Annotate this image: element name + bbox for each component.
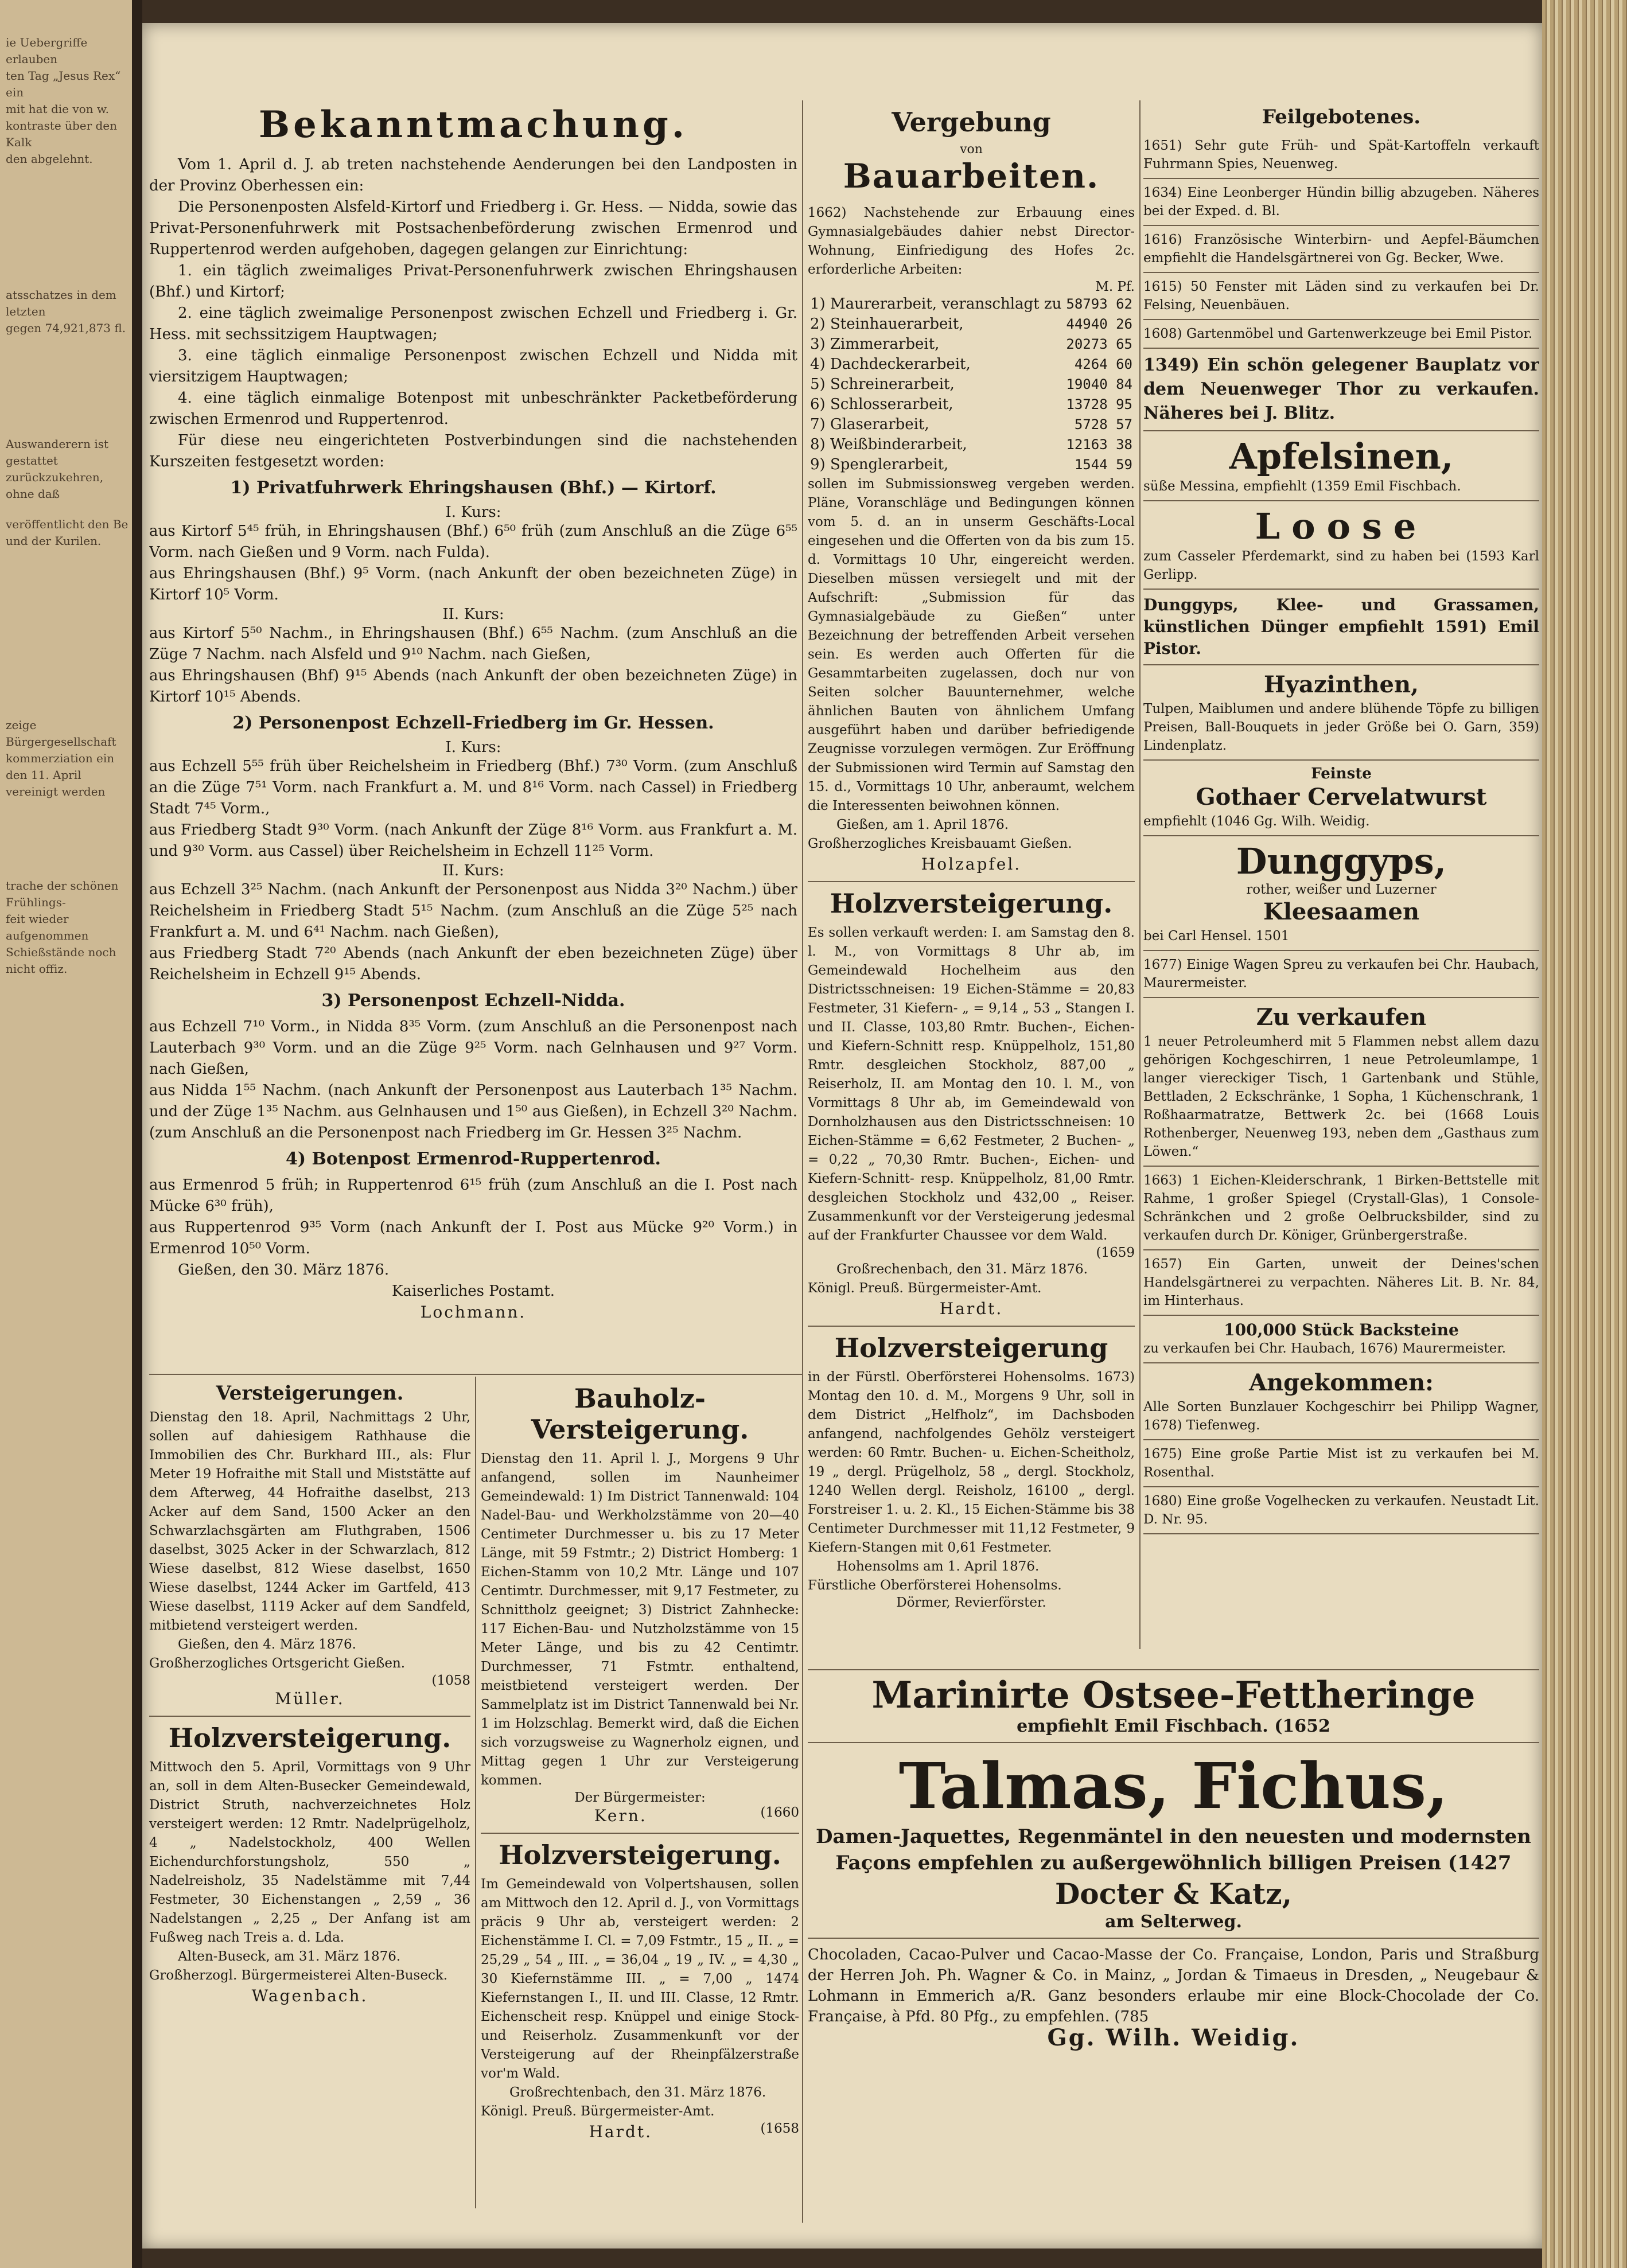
- cost-amount: 13728 95: [1066, 396, 1132, 412]
- ad-headline: Kleesaamen: [1263, 898, 1420, 925]
- classified-ad: [1143, 1250, 1539, 1316]
- ad-text: empfiehlt Emil Fischbach. (1652: [1017, 1716, 1330, 1736]
- auction-text: in der Fürstl. Oberförsterei Hohensolms. 1673) Montag den 10. d. M., Morgens 9 Uhr, soll in dem District „Helfholz“, im Dachsboden anfangend, nachfolgendes Gehölz versteigert werden: 60 Rmtr. Buchen- u. Eichen-Scheitholz, 19 „ dergl. Prügelholz, 58 „ dergl. Stockholz, 1240 Wellen dergl. Reisholz, 16100 „ dergl. Forstreiser 1. u. 2. Kl., 15 Eichen-Stämme bis 38 Centimeter Durchmesser mit 11,12 Festmeter, 9 Kiefern-Stangen mit 0,61 Festmeter.: [808, 1370, 1135, 1555]
- notice-paragraph: Die Personenposten Alsfeld-Kirtorf und Friedberg i. Gr. Hess. — Nidda, sowie das Privat-Personenfuhrwerk mit Postsachenbeförderung zwischen Ermenrod und Ruppertenrod werden aufgehoben, dagegen gelangen zur Einrichtung:: [149, 198, 797, 258]
- schedule-line: aus Nidda 1⁵⁵ Nachm. (nach Ankunft der Personenpost aus Lauterbach 1³⁵ Nachm. und der Züge 1³⁵ Nachm. aus Gelnhausen und 1⁵⁰ aus Gießen), in Echzell 3²⁰ Nachm. (zum Anschluß an die Personenpost nach Friedberg im Gr. Hessen 3²⁵ Nachm.: [149, 1082, 797, 1141]
- notice-paragraph: Für diese neu eingerichteten Postverbindungen sind die nachstehenden Kurszeiten festgesetzt worden:: [149, 432, 797, 470]
- cost-amount: 5728 57: [1074, 416, 1132, 432]
- schedule-line: aus Ruppertenrod 9³⁵ Vorm (nach Ankunft der I. Post aus Mücke 9²⁰ Vorm.) in Ermenrod 10⁵⁰ Vorm.: [149, 1219, 797, 1257]
- schedule-line: aus Echzell 7¹⁰ Vorm., in Nidda 8³⁵ Vorm. (zum Anschluß an die Personenpost nach Lauterbach 9³⁰ Vorm. und an die Züge 9²⁵ Vorm. nach Gelnhausen und 9²⁷ Vorm. nach Gießen,: [149, 1018, 797, 1078]
- cost-table: [808, 294, 1135, 475]
- ad-number: (1659: [1096, 1245, 1135, 1260]
- cost-row: [808, 435, 1135, 455]
- auction-text: Dienstag den 18. April, Nachmittags 2 Uhr, sollen auf dahiesigem Rathhause die Immobilien des Chr. Burkhard III., als: Flur Meter 19 Hofraithe mit Stall und Miststätte auf dem Afterweg, 44 Hofraithe daselbst, 213 Acker auf dem Sand, 1500 Acker an den Schwarzlachsgärten am Fluthgraben, 1506 daselbst, 3025 Acker in der Schwarzlach, 812 Wiese daselbst, 812 Wiese daselbst, 1650 Wiese daselbst, 1244 Acker im Gartfeld, 413 Wiese daselbst, 1119 Acker auf dem Sandfeld, mitbietend versteigert werden.: [149, 1410, 470, 1633]
- margin-fragment: veröffentlicht den Be und der Kurilen.: [6, 517, 129, 548]
- cost-row: [808, 354, 1135, 375]
- ad-headline: Dunggyps,: [1236, 840, 1447, 882]
- notice-date: Gießen, den 30. März 1876.: [178, 1261, 390, 1279]
- notice-item: 2. eine täglich zweimalige Personenpost zwischen Echzell und Friedberg i. Gr. Hess. mit sechssitzigem Hauptwagen;: [149, 305, 797, 343]
- cost-amount: 20273 65: [1066, 336, 1132, 352]
- auction-authority: Der Bürgermeister:: [574, 1790, 706, 1805]
- section-title: Holzversteigerung.: [830, 888, 1113, 919]
- classified-ad: [1143, 665, 1539, 761]
- cost-row: [808, 455, 1135, 475]
- margin-fragment: atsschatzes in dem letzten gegen 74,921,873 fl.: [6, 288, 126, 335]
- notice-title: Bekanntmachung.: [258, 103, 688, 146]
- ad-text: 1608) Gartenmöbel und Gartenwerkzeuge bei Emil Pistor.: [1143, 326, 1533, 341]
- book-spine: [132, 0, 142, 2268]
- schedule-line: aus Kirtorf 5⁵⁰ Nachm., in Ehringshausen (Bhf.) 6⁵⁵ Nachm. (zum Anschluß an die Züge 7 Nachm. nach Alsfeld und 9¹⁰ Nachm. nach Gießen,: [149, 625, 797, 663]
- ad-headline: Angekommen:: [1249, 1369, 1434, 1396]
- classified-ad: [1143, 998, 1539, 1167]
- course-label: II. Kurs:: [442, 862, 504, 879]
- page-edges: [1542, 0, 1627, 2268]
- cost-amount: 58793 62: [1066, 296, 1132, 312]
- notice-item: 3. eine täglich einmalige Personenpost zwischen Echzell und Nidda mit viersitzigem Hauptwagen;: [149, 347, 797, 385]
- auction-authority: Großherzogl. Bürgermeisterei Alten-Buseck.: [149, 1968, 448, 1983]
- ad-text: Damen-Jaquettes, Regenmäntel in den neuesten und modernsten Façons empfehlen zu außergewöhnlich billigen Preisen (1427: [816, 1825, 1531, 1875]
- ad-text: 1651) Sehr gute Früh- und Spät-Kartoffeln verkauft Fuhrmann Spies, Neuenweg.: [1143, 138, 1539, 172]
- cost-item: 8) Weißbinderarbeit,: [810, 436, 967, 453]
- cost-item: 3) Zimmerarbeit,: [810, 336, 940, 353]
- auction-signature: Dörmer, Revierförster.: [896, 1595, 1046, 1610]
- classified-ad: [1143, 1167, 1539, 1250]
- ad-text: Dunggyps, Klee- und Grassamen, künstlichen Dünger empfiehlt 1591) Emil Pistor.: [1143, 595, 1539, 658]
- cost-row: [808, 415, 1135, 435]
- ad-text: bei Carl Hensel. 1501: [1143, 929, 1290, 944]
- ad-text: 1 neuer Petroleumherd mit 5 Flammen nebst allem dazu gehörigen Kochgeschirren, 1 neue Petroleumlampe, 1 langer viereckiger Tisch, 1 Gartenbank und Stühle, Bettladen, 2 Eckschränke, 1 Sopha, 1 Küchenschrank, 1 Roßhaarmatratze, Bettwerk 2c. bei (1668 Louis Rothenberger, Neuenweg 193, neben dem „Gasthaus zum Löwen.“: [1143, 1034, 1539, 1159]
- ad-text: Alle Sorten Bunzlauer Kochgeschirr bei Philipp Wagner, 1678) Tiefenweg.: [1143, 1400, 1539, 1433]
- cost-row: [808, 375, 1135, 395]
- classified-ad: [1143, 320, 1539, 349]
- schedule-line: aus Ermenrod 5 früh; in Ruppertenrod 6¹⁵ früh (zum Anschluß an die I. Post nach Mücke 6³⁰ früh),: [149, 1176, 797, 1215]
- section-title: Holzversteigerung.: [168, 1723, 451, 1753]
- auction-signature: Kern.: [594, 1806, 647, 1825]
- auction-text: Im Gemeindewald von Volpertshausen, sollen am Mittwoch den 12. April d. J., von Vormittags präcis 9 Uhr ab, versteigert werden: 2 Eichenstämme I. Cl. = 7,09 Fstmtr., 15 „ II. „ = 25,29 „ 54 „ III. „ = 36,04 „ 19 „ IV. „ = 4,30 „ 30 Kiefernstämme III. „ = 7,00 „ 1474 Kiefernstangen I., II. und III. Classe, 12 Rmtr. Eichenscheit resp. Knüppel und einige Stock- und Reiserholz. Zusammenkunft vor der Versteigerung auf der Rheinpfälzerstraße vor'm Wald.: [481, 1877, 799, 2081]
- auction-authority: Fürstliche Oberförsterei Hohensolms.: [808, 1578, 1062, 1593]
- notice-item: 4. eine täglich einmalige Botenpost mit unbeschränkter Packetbeförderung zwischen Ermenrod und Ruppertenrod.: [149, 389, 797, 428]
- section-rule: [808, 881, 1135, 882]
- auction-authority: Großherzogliches Ortsgericht Gießen.: [149, 1656, 406, 1671]
- currency-header: M. Pf.: [1095, 279, 1135, 294]
- cost-amount: 4264 60: [1074, 356, 1132, 372]
- classified-ad: [1143, 431, 1539, 501]
- tender-signature: Holzapfel.: [921, 855, 1022, 874]
- cost-item: 2) Steinhauerarbeit,: [810, 315, 964, 333]
- ad-headline: Apfelsinen,: [1229, 435, 1454, 477]
- auction-signature: Hardt.: [589, 2122, 653, 2141]
- ad-text: rother, weißer und Luzerner: [1246, 882, 1437, 897]
- route-heading: 3) Personenpost Echzell-Nidda.: [321, 991, 625, 1011]
- classified-ad: [1143, 1487, 1539, 1534]
- route-heading: 2) Personenpost Echzell-Friedberg im Gr. Hessen.: [232, 713, 714, 733]
- classified-ad: [1143, 951, 1539, 998]
- auction-date: Großrechtenbach, den 31. März 1876.: [509, 2085, 766, 2100]
- auction-date: Hohensolms am 1. April 1876.: [836, 1559, 1040, 1574]
- classified-ad: [1143, 501, 1539, 590]
- section-rule: [808, 1669, 1539, 1670]
- route-heading: 4) Botenpost Ermenrod-Ruppertenrod.: [286, 1149, 661, 1169]
- ad-text: 1657) Ein Garten, unweit der Deines'schen Handelsgärtnerei zu verpachten. Näheres Lit. B. Nr. 84, im Hinterhaus.: [1143, 1257, 1539, 1308]
- course-label: I. Kurs:: [445, 739, 501, 756]
- ad-number: (1658: [760, 2121, 799, 2136]
- ad-text: empfiehlt (1046 Gg. Wilh. Weidig.: [1143, 814, 1370, 829]
- column-rule: [802, 100, 803, 2223]
- ad-text: 1634) Eine Leonberger Hündin billig abzugeben. Näheres bei der Exped. d. Bl.: [1143, 185, 1539, 219]
- section-title: Bauarbeiten.: [843, 157, 1100, 196]
- schedule-line: aus Ehringshausen (Bhf) 9¹⁵ Abends (nach Ankunft der oben bezeichneten Züge) in Kirtorf 10¹⁵ Abends.: [149, 667, 797, 706]
- ad-text: am Selterweg.: [1105, 1912, 1242, 1932]
- section-rule: [149, 1716, 470, 1717]
- tender-text: sollen im Submissionsweg vergeben werden. Pläne, Voranschläge und Bedingungen können vom 5. d. an in unserm Geschäfts-Local eingesehen und die Offerten von da bis zum 15. d. Vormittags 10 Uhr, eingereicht werden. Dieselben müssen versiegelt und mit der Aufschrift: „Submission für das Gymnasialgebäude zu Gießen“ unter Bezeichnung der betreffenden Arbeit versehen sein. Es werden auch Offerten für die Gesammtarbeiten zugelassen, doch nur von Seiten solcher Bauunternehmer, welche ähnlichen Bauten von ähnlichem Umfang ausgeführt haben und darüber befriedigende Zeugnisse vorzulegen vermögen. Zur Eröffnung der Submissionen wird Termin auf Samstag den 15. d., Vormittags 10 Uhr, anberaumt, welchem die Interessenten beiwohnen können.: [808, 477, 1135, 813]
- margin-fragment: Auswanderern ist gestattet zurückzukehren, ohne daß: [6, 437, 109, 501]
- cost-item: 1) Maurerarbeit, veranschlagt zu: [810, 295, 1062, 313]
- auction-authority: Königl. Preuß. Bürgermeister-Amt.: [481, 2104, 715, 2119]
- auction-signature: Hardt.: [939, 1299, 1003, 1318]
- course-label: I. Kurs:: [445, 504, 501, 521]
- classified-ad: [1143, 590, 1539, 665]
- ad-text: 1615) 50 Fenster mit Läden sind zu verkaufen bei Dr. Felsing, Neuenbäuen.: [1143, 279, 1539, 313]
- ad-text: 1675) Eine große Partie Mist ist zu verkaufen bei M. Rosenthal.: [1143, 1447, 1539, 1480]
- section-title: Bauholz-Versteigerung.: [531, 1383, 749, 1445]
- cost-row: [808, 314, 1135, 334]
- tender-intro: 1662) Nachstehende zur Erbauung eines Gymnasialgebäudes dahier nebst Director-Wohnung, Einfriedigung des Hofes 2c. erforderliche Arbeiten:: [808, 205, 1135, 277]
- section-rule: [481, 1833, 799, 1834]
- cost-item: 4) Dachdeckerarbeit,: [810, 356, 971, 373]
- classified-ad: [1143, 836, 1539, 951]
- ad-signature: Gg. Wilh. Weidig.: [1047, 2024, 1300, 2051]
- margin-fragment: zeige Bürgergesellschaft kommerziation ein den 11. April vereinigt werden: [6, 718, 116, 798]
- auction-authority: Königl. Preuß. Bürgermeister-Amt.: [808, 1281, 1042, 1296]
- ad-number: (1058: [431, 1673, 470, 1688]
- cost-item: 5) Schreinerarbeit,: [810, 376, 955, 393]
- auction-text: Dienstag den 11. April l. J., Morgens 9 Uhr anfangend, sollen im Naunheimer Gemeindewald: 1) Im District Tannenwald: 104 Nadel-Bau- und Werkholzstämme von 20—40 Centimeter Durchmesser u. bis zu 17 Meter Länge, mit 59 Fstmtr.; 2) District Homberg: 1 Eichen-Stamm von 10,2 Mtr. Länge und 107 Centimtr. Durchmesser, mit 9,17 Festmeter, zu Schnittholz geeignet; 3) District Zahnhecke: 117 Eichen-Bau- und Nutzholzstämme von 15 Meter Länge, und bis zu 42 Centimtr. Durchmesser, 71 Fstmtr. enthaltend, meistbietend versteigert werden. Der Sammelplatz ist im District Tannenwald bei Nr. 1 im Holzschlag. Bemerkt wird, daß die Eichen sich vorzugsweise zu Wagnerholz eignen, und Mittag gegen 1 Uhr zur Versteigerung kommen.: [481, 1451, 799, 1788]
- ad-headline: Hyazinthen,: [1264, 671, 1419, 698]
- ad-text: süße Messina, empfiehlt (1359 Emil Fischbach.: [1143, 479, 1461, 494]
- cost-item: 9) Spenglerarbeit,: [810, 456, 949, 473]
- notice-item: 1. ein täglich zweimaliges Privat-Personenfuhrwerk zwischen Ehringshausen (Bhf.) und Kirtorf;: [149, 262, 797, 301]
- ad-text: Chocoladen, Cacao-Pulver und Cacao-Masse der Co. Française, London, Paris und Straßburg der Herren Joh. Ph. Wagner & Co. in Mainz, „ Jordan & Timaeus in Dresden, „ Neugebaur & Lohmann in Emmerich a/R. Ganz besonders erlaube mir eine Block-Chocolade der Co. Française, à Pfd. 80 Pfg., zu empfehlen. (785: [808, 1946, 1539, 2025]
- section-title: Vergebung: [892, 107, 1051, 138]
- cost-row: [808, 334, 1135, 354]
- notice-signature: Lochmann.: [420, 1303, 527, 1322]
- cost-amount: 19040 84: [1066, 376, 1132, 392]
- classified-ad: [1143, 761, 1539, 836]
- cost-amount: 44940 26: [1066, 316, 1132, 332]
- classified-ad: [1143, 132, 1539, 179]
- schedule-line: aus Friedberg Stadt 7²⁰ Abends (nach Ankunft der eben bezeichneten Züge) über Reichelsheim in Echzell 9¹⁵ Abends.: [149, 945, 797, 983]
- sheet: [142, 23, 1542, 2248]
- ad-text: 1680) Eine große Vogelhecken zu verkaufen. Neustadt Lit. D. Nr. 95.: [1143, 1494, 1539, 1527]
- section-rule: [808, 1742, 1539, 1743]
- schedule-line: aus Echzell 5⁵⁵ früh über Reichelsheim in Friedberg (Bhf.) 7³⁰ Vorm. (zum Anschluß an die Züge 7⁵¹ Vorm. nach Frankfurt a. M. und 8¹⁶ Vorm. nach Cassel) in Friedberg Stadt 7⁴⁵ Vorm.,: [149, 758, 797, 817]
- ad-text: 1616) Französische Winterbirn- und Aepfel-Bäumchen empfiehlt die Handelsgärtnerei von Gg. Becker, Wwe.: [1143, 232, 1539, 266]
- auction-date: Gießen, den 4. März 1876.: [178, 1637, 356, 1652]
- ad-text: 1677) Einige Wagen Spreu zu verkaufen bei Chr. Haubach, Maurermeister.: [1143, 957, 1539, 991]
- schedule-line: aus Kirtorf 5⁴⁵ früh, in Ehringshausen (Bhf.) 6⁵⁰ früh (zum Anschluß an die Züge 6⁵⁵ Vorm. nach Gießen und 9 Vorm. nach Fulda).: [149, 523, 797, 561]
- section-rule: [808, 1938, 1539, 1939]
- notice-authority: Kaiserliches Postamt.: [391, 1283, 555, 1300]
- auction-text: Es sollen verkauft werden: I. am Samstag den 8. l. M., von Vormittags 8 Uhr ab, im Gemeindewald Hochelheim aus den Districtsschneisen: 19 Eichen-Stämme = 20,83 Festmeter, 31 Kiefern- „ = 9,14 „ 53 „ Stangen I. und II. Classe, 103,80 Rmtr. Buchen-, Eichen- und Kiefern-Schnitt resp. Knüppelholz, 151,80 Rmtr. desgleichen Stockholz, 887,00 „ Reiserholz, II. am Montag den 10. l. M., von Vormittags 8 Uhr ab, im Gemeindewald von Dornholzhausen aus den Districtsschneisen: 10 Eichen-Stämme = 6,62 Festmeter, 2 Buchen- „ = 0,22 „ 70,30 Rmtr. Buchen-, Eichen- und Kiefern-Schnitt- resp. Knüppelholz, 81,00 Rmtr. desgleichen Stockholz und 432,00 „ Reiser. Zusammenkunft vor der Versteigerung jedesmal auf der Frankfurter Chaussee vor dem Wald.: [808, 925, 1135, 1243]
- ad-text: 1663) 1 Eichen-Kleiderschrank, 1 Birken-Bettstelle mit Rahme, 1 großer Spiegel (Crystall-Glas), 1 Console-Schränkchen und 2 große Oelbrucksbilder, sind zu verkaufen durch Dr. Königer, Grünbergerstraße.: [1143, 1173, 1539, 1243]
- classified-ad: [1143, 179, 1539, 226]
- section-rule: [808, 1326, 1135, 1327]
- auction-date: Großrechenbach, den 31. März 1876.: [836, 1262, 1088, 1277]
- auction-date: Alten-Buseck, am 31. März 1876.: [178, 1949, 401, 1964]
- section-title: Feilgebotenes.: [1262, 106, 1421, 128]
- classified-ad: [1143, 1440, 1539, 1487]
- ad-headline: Zu verkaufen: [1256, 1004, 1427, 1031]
- ad-text: zu verkaufen bei Chr. Haubach, 1676) Maurermeister.: [1143, 1341, 1507, 1356]
- classifieds-column: [1143, 103, 1539, 1606]
- ad-headline: Gothaer Cervelatwurst: [1196, 784, 1487, 810]
- schedule-line: aus Echzell 3²⁵ Nachm. (nach Ankunft der Personenpost aus Nidda 3²⁰ Nachm.) über Reichelsheim in Friedberg Stadt 5¹⁵ Nachm. (zum Anschluß an die Züge 5²⁵ nach Frankfurt a. M. und 6⁴¹ Nachm. nach Gießen),: [149, 881, 797, 941]
- cost-row: [808, 294, 1135, 314]
- classified-ad: [1143, 226, 1539, 273]
- auction-signature: Wagenbach.: [251, 1986, 368, 2005]
- section-title: Versteigerungen.: [216, 1382, 404, 1405]
- section-rule: [149, 1374, 802, 1375]
- classified-ad: [1143, 273, 1539, 320]
- cost-amount: 12163 38: [1066, 437, 1132, 453]
- auction-text: Mittwoch den 5. April, Vormittags von 9 Uhr an, soll in dem Alten-Busecker Gemeindewald, District Struth, nachverzeichnetes Holz versteigert werden: 12 Rmtr. Nadelprügelholz, 4 „ Nadelstockholz, 400 Wellen Eichendurchforstungsholz, 550 „ Nadelreisholz, 35 Nadelstämme mit 7,44 Festmeter, 30 Eichenstangen „ 2,59 „ 36 Nadelstangen „ 2,25 „ Der Anfang ist am Fußweg nach Treis a. d. Lda.: [149, 1760, 470, 1945]
- bauholz-block: [481, 1379, 799, 2211]
- auction-signature: Müller.: [275, 1689, 345, 1708]
- margin-fragment: trache der schönen Frühlings- feit wieder aufgenommen Schießstände noch nicht offiz.: [6, 879, 119, 976]
- course-label: II. Kurs:: [442, 606, 504, 623]
- ad-headline: Docter & Katz,: [1054, 1877, 1293, 1911]
- schedule-line: aus Friedberg Stadt 9³⁰ Vorm. (nach Ankunft der Züge 8¹⁶ Vorm. aus Frankfurt a. M. und 9³⁰ Vorm. aus Cassel) über Reichelsheim in Echzell 11²⁵ Vorm.: [149, 821, 797, 860]
- classified-ad: [1143, 1316, 1539, 1363]
- cost-row: [808, 395, 1135, 415]
- cost-amount: 1544 59: [1074, 457, 1132, 473]
- classified-ad: [1143, 1363, 1539, 1440]
- cost-item: 7) Glaserarbeit,: [810, 416, 929, 433]
- display-advertisements: [808, 1675, 1539, 2191]
- ad-text: 1349) Ein schön gelegener Bauplatz vor dem Neuenweger Thor zu verkaufen. Näheres bei J. Blitz.: [1143, 355, 1539, 423]
- tender-date: Gießen, am 1. April 1876.: [836, 817, 1009, 832]
- section-title: Holzversteigerung: [834, 1332, 1108, 1363]
- tender-authority: Großherzogliches Kreisbauamt Gießen.: [808, 836, 1072, 851]
- column-rule: [475, 1377, 476, 2208]
- versteigerungen-block: [149, 1379, 470, 2211]
- vergebung-block: [808, 103, 1135, 1652]
- cost-item: 6) Schlosserarbeit,: [810, 396, 953, 413]
- schedule-line: aus Ehringshausen (Bhf.) 9⁵ Vorm. (nach Ankunft der oben bezeichneten Züge) in Kirtorf 10⁵ Vorm.: [149, 565, 797, 603]
- bekanntmachung-notice: [149, 103, 797, 1365]
- ad-kicker: Feinste: [1311, 765, 1372, 782]
- ad-headline: 100,000 Stück Backsteine: [1224, 1320, 1459, 1339]
- ad-headline: Talmas, Fichus,: [898, 1749, 1449, 1823]
- section-subtitle: von: [960, 142, 983, 157]
- section-title: Holzversteigerung.: [499, 1840, 781, 1870]
- classified-ad: [1143, 349, 1539, 431]
- ad-headline: Marinirte Ostsee-Fettheringe: [871, 1675, 1476, 1717]
- route-heading: 1) Privatfuhrwerk Ehringshausen (Bhf.) — Kirtorf.: [230, 478, 717, 498]
- ad-number: (1660: [760, 1805, 799, 1820]
- ad-text: Tulpen, Maiblumen und andere blühende Töpfe zu billigen Preisen, Ball-Bouquets in jeder Größe bei O. Garn, 359) Lindenplatz.: [1143, 702, 1539, 753]
- margin-fragment: ie Uebergriffe erlauben ten Tag „Jesus Rex“ ein mit hat die von w. kontraste über den Kalk den abgelehnt.: [6, 36, 121, 166]
- column-rule: [1139, 100, 1141, 1649]
- notice-paragraph: Vom 1. April d. J. ab treten nachstehende Aenderungen bei den Landposten in der Provinz Oberhessen ein:: [149, 156, 797, 194]
- ad-text: zum Casseler Pferdemarkt, sind zu haben bei (1593 Karl Gerlipp.: [1143, 549, 1539, 582]
- previous-page-margin: [0, 0, 132, 2268]
- ad-headline: Loose: [1255, 505, 1428, 547]
